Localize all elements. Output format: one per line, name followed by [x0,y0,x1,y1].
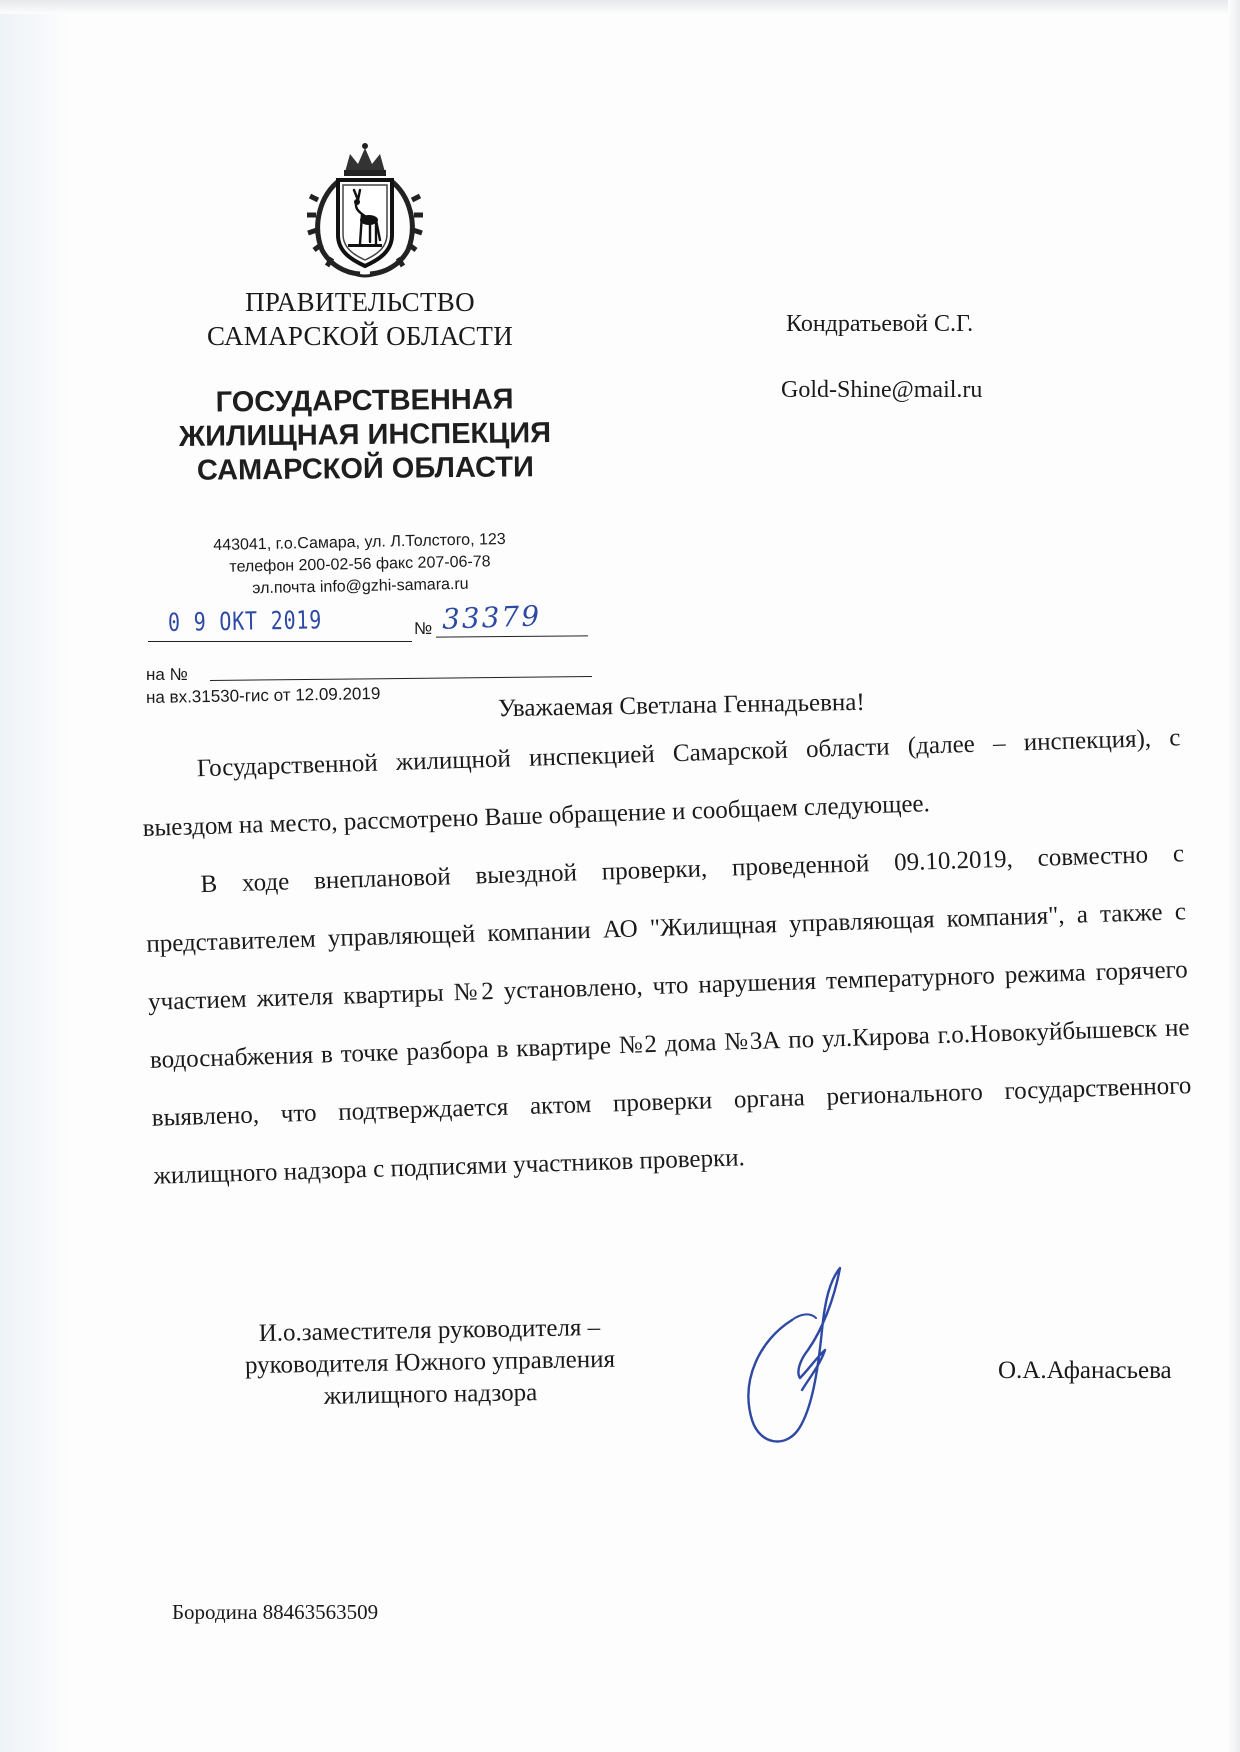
executor-contact: Бородина 88463563509 [172,1600,379,1624]
scan-edge-right [1228,0,1240,1752]
signer-position [199,1311,661,1415]
signer-name: О.А.Афанасьева [998,1357,1172,1384]
samara-coat-of-arms-icon [300,140,430,280]
government-title-line1: ПРАВИТЕЛЬСТВО [245,287,475,317]
government-title [150,285,570,353]
incoming-reference: на вх.31530-гис от 12.09.2019 [145,683,381,708]
sender-contacts [169,528,550,602]
letter-body [140,709,1194,1205]
handwritten-signature [730,1260,870,1450]
letter-paragraph-1: Государственной жилищной инспекцией Самарской области (далее – инспекция), с выездом на место, рассмотрено Ваше обращение и сообщаем следующее. [142,724,1181,842]
inspection-title [129,382,600,489]
sender-address: 443041, г.о.Самара, ул. Л.Толстого, 123 [213,530,506,555]
sender-phone-fax: телефон 200-02-56 факс 207-06-78 [229,553,491,576]
signer-position-line2: руководителя Южного управления [244,1345,616,1380]
government-title-line2: САМАРСКОЙ ОБЛАСТИ [206,321,513,351]
scan-edge-left [0,0,70,1752]
outgoing-number-handwritten: 33379 [441,599,542,636]
number-underline [436,635,588,637]
signer-position-line1: И.о.заместителя руководителя – [258,1314,601,1347]
inspection-title-line3: САМАРСКОЙ ОБЛАСТИ [196,451,535,487]
inspection-title-line2: ЖИЛИЩНАЯ ИНСПЕКЦИЯ [178,417,552,453]
registration-date-stamp: 0 9 ОКТ 2019 [167,605,323,637]
addressee-email: Gold-Shine@mail.ru [781,377,983,403]
date-underline [148,641,412,642]
outgoing-number-label: № [414,619,433,638]
reply-number-label: на № [146,665,188,684]
sender-email: эл.почта info@gzhi-samara.ru [252,575,469,598]
letter-paragraph-2: В ходе внеплановой выездной проверки, проведенной 09.10.2019, совместно с представителем управляющей компании АО "Жилищная управляющая компания", а также с участием жителя квартиры №2 установлено, что нарушения температурного режима горячего водоснабжения в точке разбора в квартире №2 дома №3А по ул.Кирова г.о.Новокуйбышевск не выявлено, что подтверждается актом проверки органа регионального государственного жилищного надзора с подписями участников проверки. [145,840,1192,1190]
salutation: Уважаемая Светлана Геннадьевна! [497,688,865,723]
inspection-title-line1: ГОСУДАРСТВЕННАЯ [215,383,514,419]
signer-position-line3: жилищного надзора [323,1379,538,1410]
scan-edge-top [0,0,1240,14]
addressee-name: Кондратьевой С.Г. [786,311,974,337]
reply-number-underline [210,676,592,681]
